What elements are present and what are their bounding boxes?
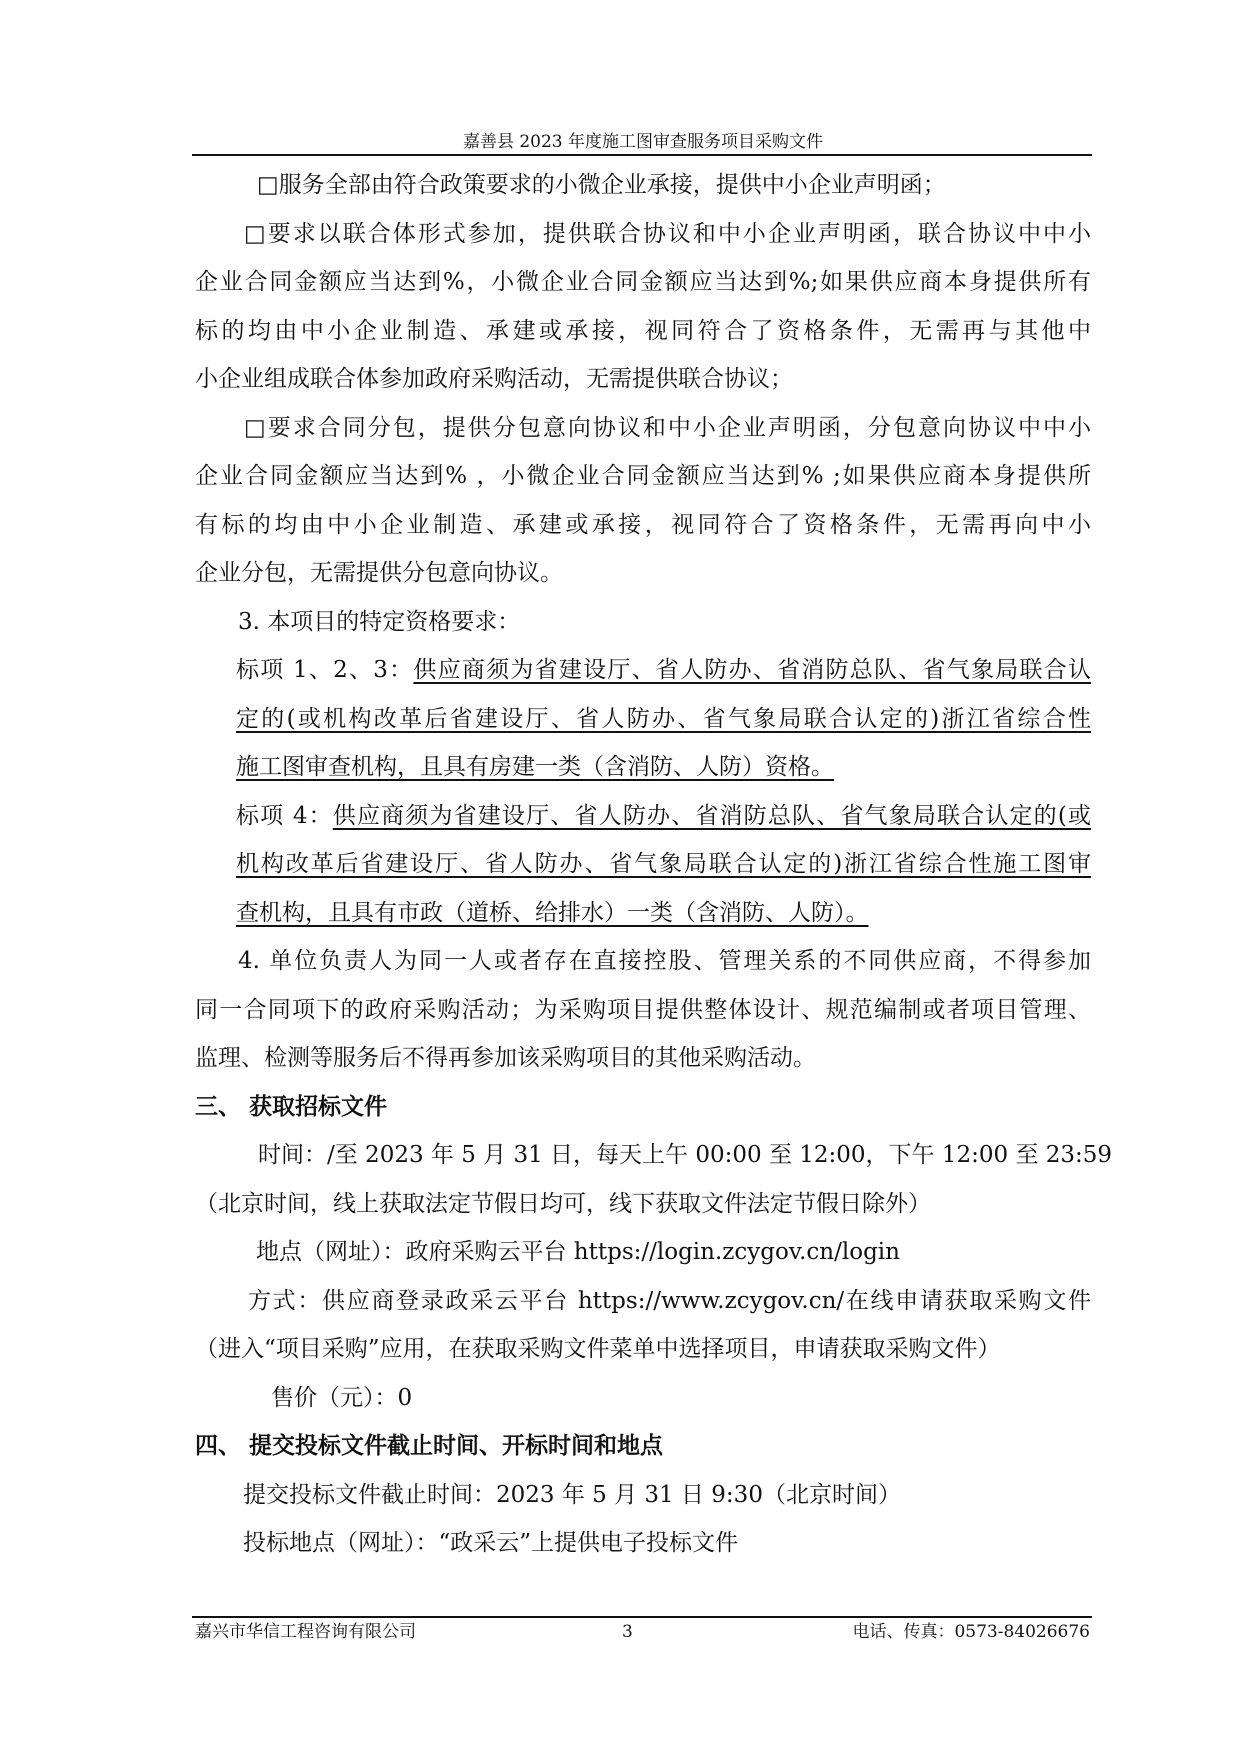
footer-contact: 电话、传真：0573-84026676 xyxy=(852,1622,1090,1642)
lot-1-2-3-line xyxy=(195,695,1091,744)
page-header: 嘉善县 2023 年度施工图审查服务项目采购文件 xyxy=(462,132,824,152)
paragraph-line: 标的均由中小企业制造、承建或承接，视同符合了资格条件，无需再与其他中 xyxy=(195,317,1091,344)
header-rule xyxy=(192,154,1092,156)
footer-company: 嘉兴市华信工程咨询有限公司 xyxy=(195,1622,416,1642)
paragraph-line: 监理、检测等服务后不得再参加该采购项目的其他采购活动。 xyxy=(195,1045,816,1071)
price-line: 售价（元）：0 xyxy=(271,1384,413,1411)
paragraph-line: □要求合同分包，提供分包意向协议和中小企业声明函，分包意向协议中中小 xyxy=(244,414,1091,441)
paragraph-line: □要求以联合体形式参加，提供联合协议和中小企业声明函，联合协议中中小 xyxy=(244,220,1091,247)
deadline-line: 提交投标文件截止时间：2023 年 5 月 31 日 9:30（北京时间） xyxy=(243,1481,901,1508)
lot-4-line xyxy=(195,792,1091,841)
lot-label: 标项 4： xyxy=(236,802,333,829)
location-line: 地点（网址）：政府采购云平台 https://login.zcygov.cn/login xyxy=(256,1239,900,1265)
underlined-requirement: 机构改革后省建设厅、省人防办、省气象局联合认定的)浙江省综合性施工图审 xyxy=(236,851,1091,877)
paragraph-line: 小企业组成联合体参加政府采购活动，无需提供联合协议； xyxy=(195,366,793,392)
paragraph-line: 同一合同项下的政府采购活动；为采购项目提供整体设计、规范编制或者项目管理、 xyxy=(195,996,1091,1023)
time-line: 时间：/至 2023 年 5 月 31 日，每天上午 00:00 至 12:00，下午 12:00 至 23:59 xyxy=(258,1142,1113,1168)
method-note: （进入“项目采购”应用，在获取采购文件菜单中选择项目，申请获取采购文件） xyxy=(195,1336,1001,1362)
page-number: 3 xyxy=(622,1622,633,1642)
underlined-requirement: 定的(或机构改革后省建设厅、省人防办、省气象局联合认定的)浙江省综合性 xyxy=(236,705,1091,732)
lot-4-line xyxy=(195,889,1091,938)
underlined-requirement: 供应商须为省建设厅、省人防办、省消防总队、省气象局联合认 xyxy=(413,657,1091,683)
bid-location-line: 投标地点（网址）：“政采云”上提供电子投标文件 xyxy=(243,1530,739,1556)
section-heading-3: 三、 获取招标文件 xyxy=(195,1092,388,1120)
paragraph-line: 有标的均由中小企业制造、承建或承接，视同符合了资格条件，无需再向中小 xyxy=(195,511,1091,538)
underlined-requirement: 施工图审查机构，且具有房建一类（含消防、人防）资格。 xyxy=(236,754,834,780)
lot-4-line xyxy=(195,840,1091,889)
paragraph-line: □服务全部由符合政策要求的小微企业承接，提供中小企业声明函； xyxy=(257,172,946,198)
numbered-item-4: 4. 单位负责人为同一人或者存在直接控股、管理关系的不同供应商，不得参加 xyxy=(238,948,1091,974)
time-note: （北京时间，线上获取法定节假日均可，线下获取文件法定节假日除外） xyxy=(195,1190,931,1217)
paragraph-line: 企业分包，无需提供分包意向协议。 xyxy=(195,560,563,586)
lot-1-2-3-line xyxy=(195,646,1091,695)
lot-1-2-3-line xyxy=(195,743,1091,792)
paragraph-line: 企业合同金额应当达到%，小微企业合同金额应当达到%;如果供应商本身提供所有 xyxy=(195,269,1091,295)
underlined-requirement: 供应商须为省建设厅、省人防办、省消防总队、省气象局联合认定的(或 xyxy=(332,802,1091,829)
numbered-item-3: 3. 本项目的特定资格要求： xyxy=(238,608,521,635)
lot-label: 标项 1、2、3： xyxy=(236,657,414,683)
underlined-requirement: 查机构，且具有市政（道桥、给排水）一类（含消防、人防）。 xyxy=(236,899,869,926)
paragraph-line: 企业合同金额应当达到% ，小微企业合同金额应当达到% ;如果供应商本身提供所 xyxy=(195,463,1091,489)
method-line: 方式：供应商登录政采云平台 https://www.zcygov.cn/在线申请获取采购文件 xyxy=(248,1287,1091,1314)
document-body xyxy=(195,161,1113,1568)
footer-rule xyxy=(192,1616,1092,1618)
section-heading-4: 四、 提交投标文件截止时间、开标时间和地点 xyxy=(195,1432,664,1459)
